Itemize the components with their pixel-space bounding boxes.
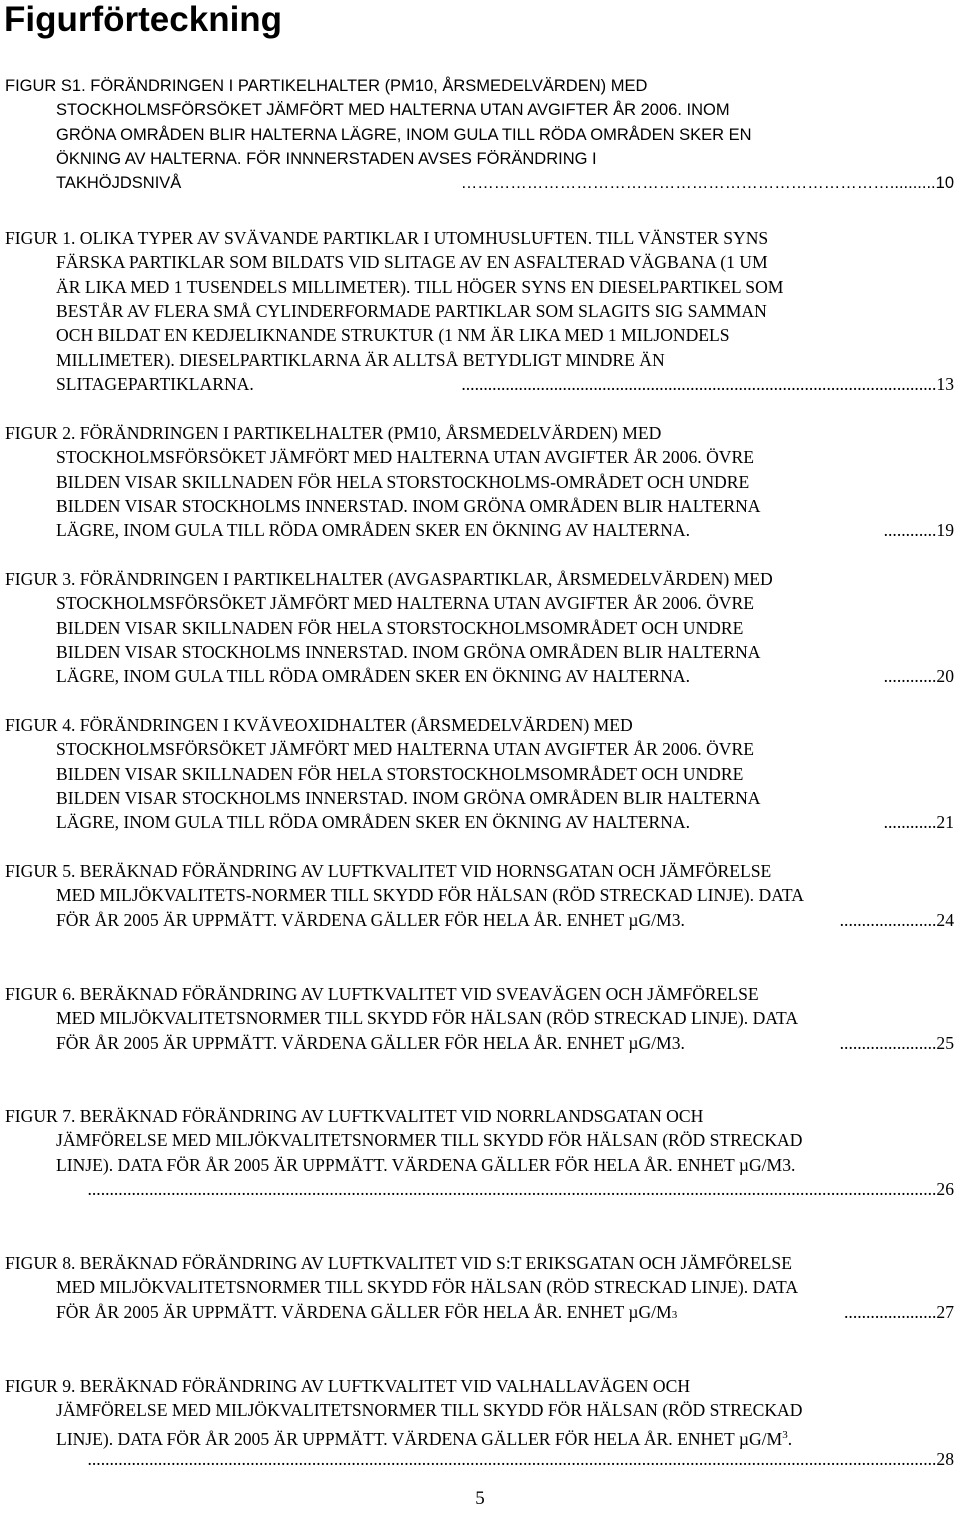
- figure-entry-line: BILDEN VISAR SKILLNADEN FÖR HELA STORSTOCKHOLMS-OMRÅDET OCH UNDRE: [56, 471, 750, 492]
- dot-leader: ......................: [839, 1032, 937, 1053]
- dot-leader: .....................: [844, 1301, 937, 1322]
- figure-entry-title: FIGUR S1. FÖRÄNDRINGEN I PARTIKELHALTER (PM10, ÅRSMEDELVÄRDEN) MED: [5, 77, 648, 95]
- dot-leader: .................................................................................................................................................................................................: [87, 1448, 937, 1469]
- superscript: 3: [782, 1428, 788, 1441]
- figure-entry-line: JÄMFÖRELSE MED MILJÖKVALITETSNORMER TILL SKYDD FÖR HÄLSAN (RÖD STRECKAD: [56, 1400, 803, 1421]
- leader-line: [56, 664, 954, 688]
- leader-line: [56, 1031, 954, 1055]
- figure-entry-title: FIGUR 8. BERÄKNAD FÖRÄNDRING AV LUFTKVALITET VID S:T ERIKSGATAN OCH JÄMFÖRELSE: [5, 1253, 792, 1273]
- figure-entry-title: FIGUR 6. BERÄKNAD FÖRÄNDRING AV LUFTKVALITET VID SVEAVÄGEN OCH JÄMFÖRELSE: [5, 984, 759, 1004]
- dot-leader: .................................................................................................................................................................................................: [87, 1178, 937, 1199]
- figure-entry-line: LINJE). DATA FÖR ÅR 2005 ÄR UPPMÄTT. VÄRDENA GÄLLER FÖR HELA ÅR. ENHET µG/M3.: [56, 1154, 796, 1175]
- figure-page-number[interactable]: 24: [936, 909, 954, 930]
- dot-leader: ……………………………………………………………………..........: [460, 174, 936, 193]
- figure-entry-line: JÄMFÖRELSE MED MILJÖKVALITETSNORMER TILL SKYDD FÖR HÄLSAN (RÖD STRECKAD: [56, 1130, 803, 1151]
- figure-page-number[interactable]: 20: [936, 666, 954, 687]
- figure-page-number[interactable]: 10: [935, 174, 954, 193]
- leader-line: [56, 1447, 954, 1471]
- dot-leader: ............: [883, 812, 937, 833]
- figure-entry-line: SLITAGEPARTIKLARNA.: [56, 373, 254, 394]
- leader-line: [56, 908, 954, 932]
- figure-entry-line: FÖR ÅR 2005 ÄR UPPMÄTT. VÄRDENA GÄLLER FÖR HELA ÅR. ENHET µG/M: [56, 1301, 672, 1322]
- figure-entry-line: STOCKHOLMSFÖRSÖKET JÄMFÖRT MED HALTERNA UTAN AVGIFTER ÅR 2006. INOM: [56, 101, 730, 120]
- figure-entry-title: FIGUR 4. FÖRÄNDRINGEN I KVÄVEOXIDHALTER (ÅRSMEDELVÄRDEN) MED: [5, 715, 633, 735]
- figure-entry-title: FIGUR 5. BERÄKNAD FÖRÄNDRING AV LUFTKVALITET VID HORNSGATAN OCH JÄMFÖRELSE: [5, 861, 772, 881]
- figure-entry-title: FIGUR 3. FÖRÄNDRINGEN I PARTIKELHALTER (AVGASPARTIKLAR, ÅRSMEDELVÄRDEN) MED: [5, 569, 773, 589]
- figure-page-number[interactable]: 25: [936, 1032, 954, 1053]
- figure-entry-line: STOCKHOLMSFÖRSÖKET JÄMFÖRT MED HALTERNA UTAN AVGIFTER ÅR 2006. ÖVRE: [56, 593, 754, 614]
- figure-entry-line: MED MILJÖKVALITETS-NORMER TILL SKYDD FÖR HÄLSAN (RÖD STRECKAD LINJE). DATA: [56, 885, 804, 906]
- figure-entry-line: FÖR ÅR 2005 ÄR UPPMÄTT. VÄRDENA GÄLLER FÖR HELA ÅR. ENHET µG/M3.: [56, 1032, 685, 1053]
- dot-leader: ......................: [839, 909, 937, 930]
- dot-leader: ............: [883, 520, 937, 541]
- figure-page-number[interactable]: 21: [936, 812, 954, 833]
- figure-entry-line: BILDEN VISAR STOCKHOLMS INNERSTAD. INOM GRÖNA OMRÅDEN BLIR HALTERNA: [56, 641, 761, 662]
- figure-entry-title: FIGUR 2. FÖRÄNDRINGEN I PARTIKELHALTER (PM10, ÅRSMEDELVÄRDEN) MED: [5, 423, 662, 443]
- figure-entry-line: LINJE). DATA FÖR ÅR 2005 ÄR UPPMÄTT. VÄRDENA GÄLLER FÖR HELA ÅR. ENHET $\mu G/M^3$.: [56, 1428, 793, 1449]
- figure-entry-line: GRÖNA OMRÅDEN BLIR HALTERNA LÄGRE, INOM GULA TILL RÖDA OMRÅDEN SKER EN: [56, 125, 752, 144]
- figure-entry-line: BILDEN VISAR SKILLNADEN FÖR HELA STORSTOCKHOLMSOMRÅDET OCH UNDRE: [56, 617, 744, 638]
- figure-entry-title: FIGUR 1. OLIKA TYPER AV SVÄVANDE PARTIKLAR I UTOMHUSLUFTEN. TILL VÄNSTER SYNS: [5, 228, 769, 248]
- leader-line: [56, 372, 954, 396]
- figure-page-number[interactable]: 28: [936, 1448, 954, 1469]
- figure-entry-line: OCH BILDAT EN KEDJELIKNANDE STRUKTUR (1 NM ÄR LIKA MED 1 MILJONDELS: [56, 325, 730, 346]
- superscript: 3: [671, 1308, 678, 1321]
- figure-entry-line: BILDEN VISAR SKILLNADEN FÖR HELA STORSTOCKHOLMSOMRÅDET OCH UNDRE: [56, 763, 744, 784]
- figure-entry-line: LÄGRE, INOM GULA TILL RÖDA OMRÅDEN SKER EN ÖKNING AV HALTERNA.: [56, 812, 691, 833]
- figure-entry-line: FÖR ÅR 2005 ÄR UPPMÄTT. VÄRDENA GÄLLER FÖR HELA ÅR. ENHET µG/M3.: [56, 909, 685, 930]
- figure-page-number[interactable]: 26: [936, 1178, 954, 1199]
- figure-entry-title: FIGUR 7. BERÄKNAD FÖRÄNDRING AV LUFTKVALITET VID NORRLANDSGATAN OCH: [5, 1106, 704, 1126]
- figure-entry-line: TAKHÖJDSNIVÅ: [56, 174, 182, 193]
- figure-page-number[interactable]: 19: [936, 520, 954, 541]
- figure-page-number[interactable]: 27: [936, 1301, 954, 1322]
- figure-entry-line: BILDEN VISAR STOCKHOLMS INNERSTAD. INOM GRÖNA OMRÅDEN BLIR HALTERNA: [56, 495, 761, 516]
- dot-leader: ............: [883, 666, 937, 687]
- figure-entry-line: MED MILJÖKVALITETSNORMER TILL SKYDD FÖR HÄLSAN (RÖD STRECKAD LINJE). DATA: [56, 1008, 799, 1029]
- figure-entry-title: FIGUR 9. BERÄKNAD FÖRÄNDRING AV LUFTKVALITET VID VALHALLAVÄGEN OCH: [5, 1376, 691, 1396]
- leader-line: [56, 171, 954, 195]
- figure-page-number[interactable]: 13: [936, 373, 954, 394]
- page-title: Figurförteckning: [4, 0, 283, 39]
- figure-entry-line: MILLIMETER). DIESELPARTIKLARNA ÄR ALLTSÅ BETYDLIGT MINDRE ÄN: [56, 349, 665, 370]
- figure-entry-line: ÄR LIKA MED 1 TUSENDELS MILLIMETER). TILL HÖGER SYNS EN DIESELPARTIKEL SOM: [56, 276, 784, 297]
- figure-entry-line: STOCKHOLMSFÖRSÖKET JÄMFÖRT MED HALTERNA UTAN AVGIFTER ÅR 2006. ÖVRE: [56, 447, 754, 468]
- figure-entry-line: LÄGRE, INOM GULA TILL RÖDA OMRÅDEN SKER EN ÖKNING AV HALTERNA.: [56, 520, 691, 541]
- figure-entry-line: BESTÅR AV FLERA SMÅ CYLINDERFORMADE PARTIKLAR SOM SLAGITS SIG SAMMAN: [56, 300, 767, 321]
- leader-line: [56, 1177, 954, 1201]
- page-number: 5: [475, 1488, 485, 1509]
- leader-line: [56, 810, 954, 834]
- figure-entry-line: STOCKHOLMSFÖRSÖKET JÄMFÖRT MED HALTERNA UTAN AVGIFTER ÅR 2006. ÖVRE: [56, 739, 754, 760]
- figure-entry-line: BILDEN VISAR STOCKHOLMS INNERSTAD. INOM GRÖNA OMRÅDEN BLIR HALTERNA: [56, 787, 761, 808]
- figure-entry-line: FÄRSKA PARTIKLAR SOM BILDATS VID SLITAGE AV EN ASFALTERAD VÄGBANA (1 UM: [56, 252, 768, 273]
- leader-line: [56, 1300, 954, 1324]
- figure-entry-line: MED MILJÖKVALITETSNORMER TILL SKYDD FÖR HÄLSAN (RÖD STRECKAD LINJE). DATA: [56, 1277, 799, 1298]
- figure-entry-line: ÖKNING AV HALTERNA. FÖR INNNERSTADEN AVSES FÖRÄNDRING I: [56, 149, 597, 168]
- line-suffix: .: [787, 1428, 793, 1449]
- leader-line: [56, 518, 954, 542]
- dot-leader: ............................................................................................................: [461, 373, 937, 394]
- figure-entry-line: LÄGRE, INOM GULA TILL RÖDA OMRÅDEN SKER EN ÖKNING AV HALTERNA.: [56, 666, 691, 687]
